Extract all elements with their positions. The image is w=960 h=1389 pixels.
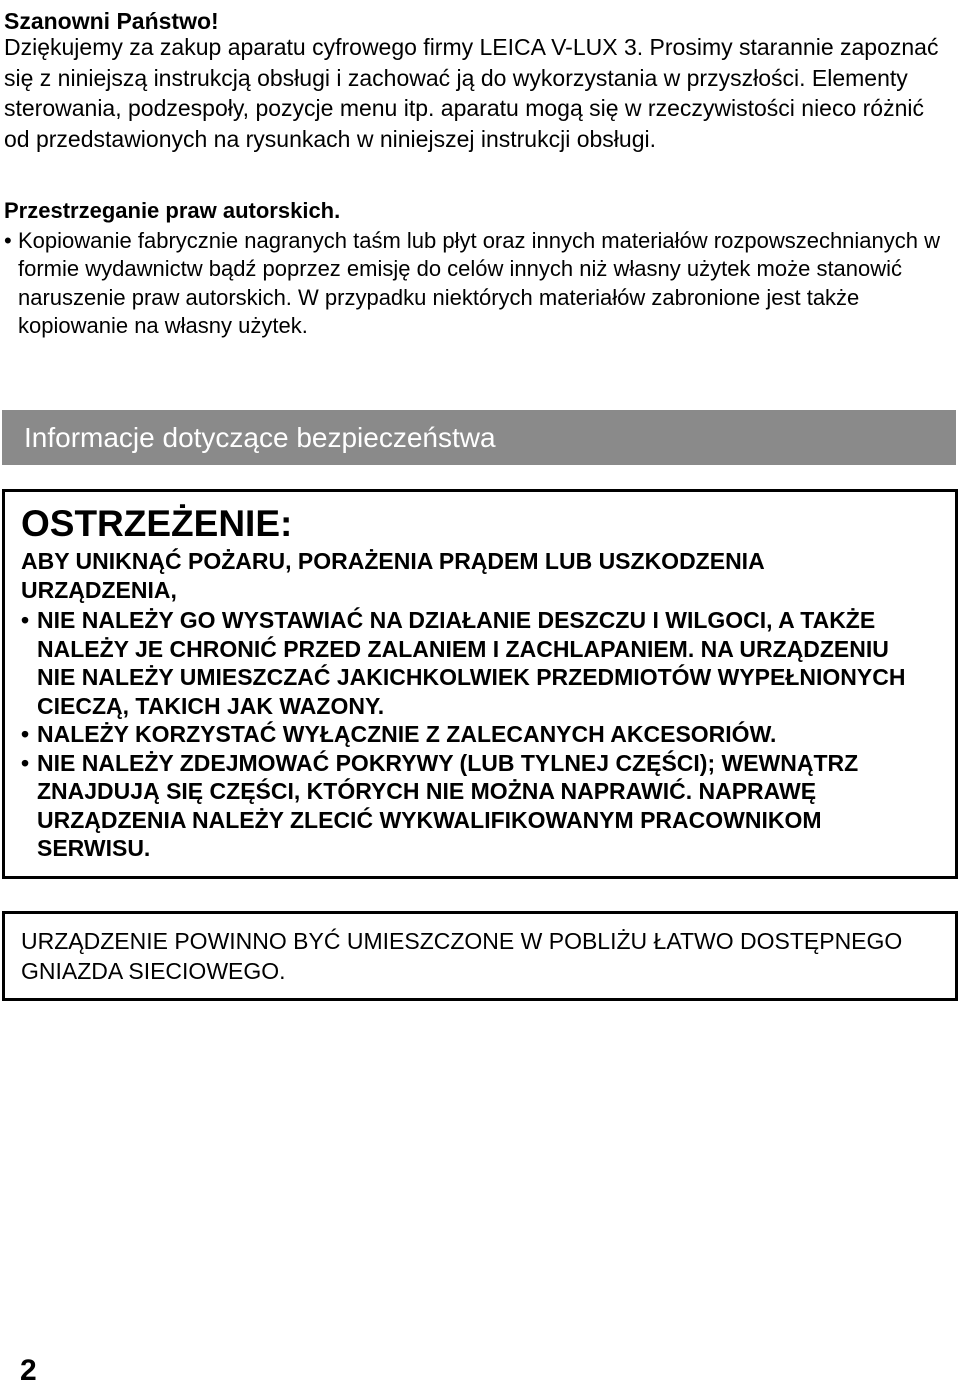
greeting-heading: Szanowni Państwo! <box>4 8 219 34</box>
bullet-icon: • <box>4 228 12 253</box>
warning-list <box>21 606 931 863</box>
power-outlet-notice-box <box>2 911 958 1001</box>
warning-list-item <box>21 606 931 720</box>
copyright-list <box>4 227 949 341</box>
bullet-icon: • <box>21 607 30 633</box>
bullet-icon: • <box>21 721 30 747</box>
intro-paragraph: Dziękujemy za zakup aparatu cyfrowego firmy LEICA V-LUX 3. Prosimy starannie zapoznać się z niniejszą instrukcją obsługi i zachować ją do wykorzystania w przyszłości. Elementy sterowania, podzespoły, pozycje menu itp. aparatu mogą się w rzeczywistości nieco różnić od przedstawionych na rysunkach w niniejszej instrukcji obsługi. <box>4 34 939 152</box>
warning-list-item <box>21 720 931 749</box>
safety-section-header <box>2 410 956 465</box>
warning-list-item <box>21 749 931 863</box>
warning-title: OSTRZEŻENIE: <box>21 503 293 544</box>
copyright-list-item <box>4 227 949 341</box>
warning-item-text: NIE NALEŻY ZDEJMOWAĆ POKRYWY (LUB TYLNEJ CZĘŚCI); WEWNĄTRZ ZNAJDUJĄ SIĘ CZĘŚCI, KTÓRYCH NIE MOŻNA NAPRAWIĆ. NAPRAWĘ URZĄDZENIA NALEŻY ZLECIĆ WYKWALIFIKOWANYM PRACOWNIKOM SERWISU. <box>37 749 859 861</box>
warning-box <box>2 489 958 879</box>
warning-lead: ABY UNIKNĄĆ POŻARU, PORAŻENIA PRĄDEM LUB USZKODZENIA URZĄDZENIA, <box>21 548 764 603</box>
warning-item-text: NIE NALEŻY GO WYSTAWIAĆ NA DZIAŁANIE DESZCZU I WILGOCI, A TAKŻE NALEŻY JE CHRONIĆ PRZED ZALANIEM I ZACHLAPANIEM. NA URZĄDZENIU NIE NALEŻY UMIESZCZAĆ JAKICHKOLWIEK PRZEDMIOTÓW WYPEŁNIONYCH CIECZĄ, TAKICH JAK WAZONY. <box>37 607 906 719</box>
warning-item-text: NALEŻY KORZYSTAĆ WYŁĄCZNIE Z ZALECANYCH AKCESORIÓW. <box>37 721 777 747</box>
safety-section-title: Informacje dotyczące bezpieczeństwa <box>24 422 496 453</box>
power-outlet-notice-text: URZĄDZENIE POWINNO BYĆ UMIESZCZONE W POBLIŻU ŁATWO DOSTĘPNEGO GNIAZDA SIECIOWEGO. <box>21 928 903 984</box>
copyright-heading: Przestrzeganie praw autorskich. <box>4 198 341 223</box>
bullet-icon: • <box>21 749 30 776</box>
page-number: 2 <box>20 1354 37 1387</box>
copyright-item-text: Kopiowanie fabrycznie nagranych taśm lub płyt oraz innych materiałów rozpowszechnianych w formie wydawnictw bądź poprzez emisję do celów innych niż własny użytek może stanowić naruszenie praw autorskich. W przypadku niektórych materiałów zabronione jest także kopiowanie na własny użytek. <box>18 228 941 339</box>
